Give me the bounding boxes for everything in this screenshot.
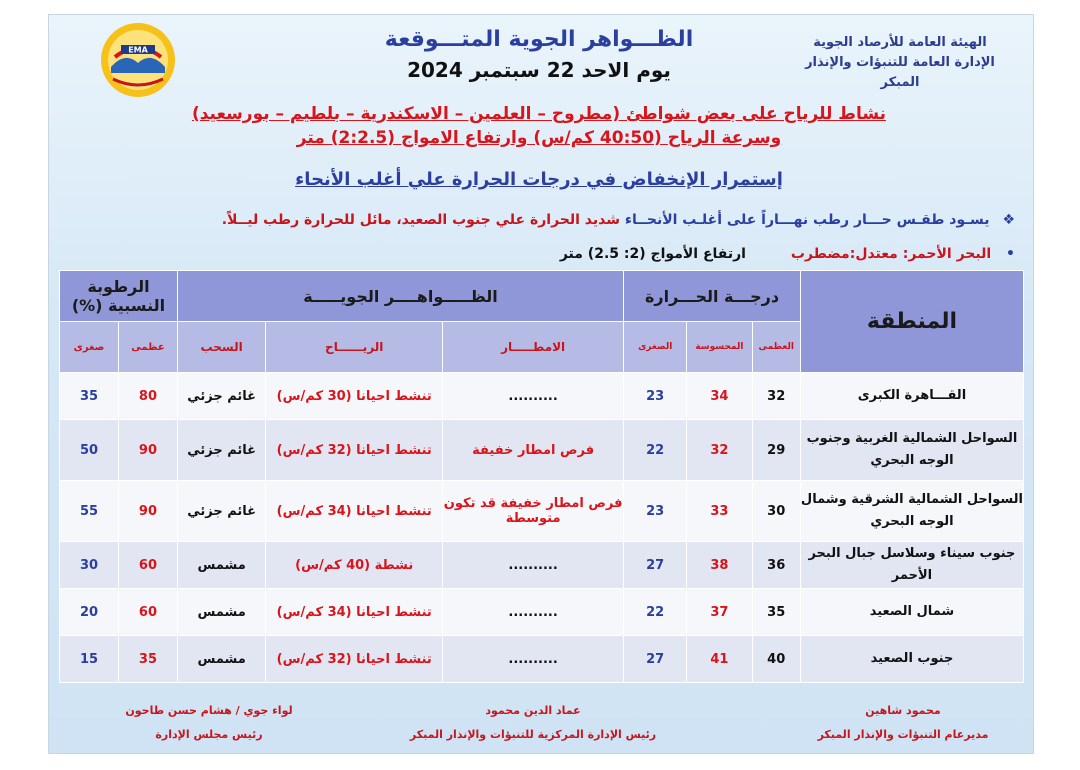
page-title: الظـــواهر الجوية المتـــوقعة: [384, 27, 694, 52]
tmax-cell: 35: [752, 589, 800, 636]
cloud-cell: مشمس: [177, 542, 265, 589]
signature-name: عماد الدين محمود: [485, 704, 581, 717]
hmin-header: صغرى: [60, 322, 119, 373]
hmax-cell: 90: [119, 481, 178, 542]
tmax-cell: 36: [752, 542, 800, 589]
hmax-header: عظمى: [119, 322, 178, 373]
wind-speed-alert-line: وسرعة الرياح (40:50 كم/س) وارتفاع الامواج (2:2.5) متر: [296, 128, 782, 148]
wind-cell: تنشط احيانا (32 كم/س): [266, 420, 443, 481]
tmin-cell: 22: [624, 589, 687, 636]
wind-header: الريــــــاح: [266, 322, 443, 373]
signature-role: رئيس مجلس الإدارة: [155, 728, 263, 741]
tmax-cell: 32: [752, 373, 800, 420]
hmin-cell: 55: [60, 481, 119, 542]
summary-south-text: شديد الحرارة علي جنوب الصعيد، مائل للحرارة رطب ليــلاً.: [221, 212, 620, 228]
table-row: [60, 542, 1024, 589]
tmin-cell: 23: [624, 373, 687, 420]
title-block: [339, 25, 739, 85]
signature-block-chairman: [99, 699, 319, 747]
clouds-header: السحب: [177, 322, 265, 373]
rain-header: الامطـــــار: [443, 322, 624, 373]
forecast-date: يوم الاحد 22 سبتمبر 2024: [407, 58, 671, 82]
table-row: [60, 589, 1024, 636]
hmax-cell: 35: [119, 636, 178, 683]
table-row: [60, 373, 1024, 420]
region-cell: السواحل الشمالية الشرقية وشمال الوجه البحري: [800, 481, 1023, 542]
table-row: [60, 481, 1024, 542]
cloud-cell: غائم جزئي: [177, 481, 265, 542]
signature-name: لواء جوي / هشام حسن طاحون: [125, 704, 293, 717]
hmin-cell: 15: [60, 636, 119, 683]
region-cell: جنوب سيناء وسلاسل جبال البحر الأحمر: [800, 542, 1023, 589]
table-row: [60, 636, 1024, 683]
phenomena-header: الظـــــواهــــر الجويـــــة: [177, 271, 623, 322]
ema-logo: [99, 21, 177, 99]
tfeel-cell: 34: [687, 373, 752, 420]
forecast-sheet: [48, 14, 1034, 754]
tfeel-cell: 38: [687, 542, 752, 589]
signature-block-forecast-director: [793, 699, 1013, 747]
cloud-cell: مشمس: [177, 589, 265, 636]
hmax-cell: 80: [119, 373, 178, 420]
region-cell: شمال الصعيد: [800, 589, 1023, 636]
tfeel-cell: 32: [687, 420, 752, 481]
summary-day-text: يسـود طقـس حـــار رطب نهـــاراً على أغلـب الأنحــاء: [624, 212, 990, 228]
logo-text: EMA: [128, 45, 148, 55]
signature-role: مديرعام التنبؤات والإنذار المبكر: [817, 728, 989, 741]
wind-cell: تنشط احيانا (32 كم/س): [266, 636, 443, 683]
organization-header: [785, 33, 1015, 93]
signature-block-central-director: [393, 699, 673, 747]
hmin-cell: 35: [60, 373, 119, 420]
wind-cell: تنشط احيانا (34 كم/س): [266, 589, 443, 636]
diamond-bullet-icon: ❖: [1002, 212, 1015, 228]
tmax-header: العظمى: [752, 322, 800, 373]
cloud-cell: غائم جزئي: [177, 420, 265, 481]
wind-cell: نشطة (40 كم/س): [266, 542, 443, 589]
tmin-cell: 27: [624, 542, 687, 589]
red-sea-waves: ارتفاع الأمواج (2: 2.5) متر: [559, 246, 746, 262]
dot-bullet-icon: •: [1006, 246, 1015, 262]
tmin-cell: 22: [624, 420, 687, 481]
signature-name: محمود شاهين: [865, 704, 941, 717]
wind-alert-line: نشاط للرياح على بعض شواطئ (مطروح – العلمين – الاسكندرية – بلطيم – بورسعيد): [191, 104, 887, 124]
cloud-cell: مشمس: [177, 636, 265, 683]
tfeel-cell: 41: [687, 636, 752, 683]
region-cell: القـــاهرة الكبرى: [800, 373, 1023, 420]
tmax-cell: 30: [752, 481, 800, 542]
hmin-cell: 30: [60, 542, 119, 589]
rain-cell: ..........: [443, 542, 624, 589]
hmin-cell: 20: [60, 589, 119, 636]
region-cell: السواحل الشمالية الغربية وجنوب الوجه البحري: [800, 420, 1023, 481]
forecast-table: [59, 270, 1024, 683]
temperature-trend-line: إستمرار الإنخفاض في درجات الحرارة علي أغلب الأنحاء: [295, 169, 783, 190]
weather-summary-bullet: [75, 209, 1015, 231]
red-sea-bullet: [75, 243, 1015, 265]
region-cell: جنوب الصعيد: [800, 636, 1023, 683]
rain-cell: ..........: [443, 373, 624, 420]
wind-cell: تنشط احيانا (34 كم/س): [266, 481, 443, 542]
tmax-cell: 29: [752, 420, 800, 481]
tmin-cell: 23: [624, 481, 687, 542]
tfeel-cell: 33: [687, 481, 752, 542]
rain-cell: ..........: [443, 636, 624, 683]
tmin-cell: 27: [624, 636, 687, 683]
red-sea-state: البحر الأحمر: معتدل:مضطرب: [790, 246, 992, 262]
rain-cell: ..........: [443, 589, 624, 636]
temperature-header: درجـــة الحـــرارة: [624, 271, 801, 322]
tfeel-cell: 37: [687, 589, 752, 636]
region-header: المنطقة: [800, 271, 1023, 373]
tfeel-header: المحسوسة: [687, 322, 752, 373]
org-name: الهيئة العامة للأرصاد الجوية: [813, 35, 987, 50]
humidity-header: الرطوبة النسبية (%): [60, 271, 178, 322]
tmax-cell: 40: [752, 636, 800, 683]
hmax-cell: 60: [119, 589, 178, 636]
org-department: الإدارة العامة للتنبؤات والإنذار المبكر: [805, 55, 995, 90]
table-row: [60, 420, 1024, 481]
hmin-cell: 50: [60, 420, 119, 481]
wind-cell: تنشط احيانا (30 كم/س): [266, 373, 443, 420]
hmax-cell: 90: [119, 420, 178, 481]
rain-cell: فرص امطار خفيفة قد تكون متوسطة: [443, 481, 624, 542]
cloud-cell: غائم جزئي: [177, 373, 265, 420]
hmax-cell: 60: [119, 542, 178, 589]
signature-role: رئيس الإدارة المركزية للتنبؤات والإنذار المبكر: [409, 728, 657, 741]
rain-cell: فرص امطار خفيفة: [443, 420, 624, 481]
tmin-header: الصغرى: [624, 322, 687, 373]
